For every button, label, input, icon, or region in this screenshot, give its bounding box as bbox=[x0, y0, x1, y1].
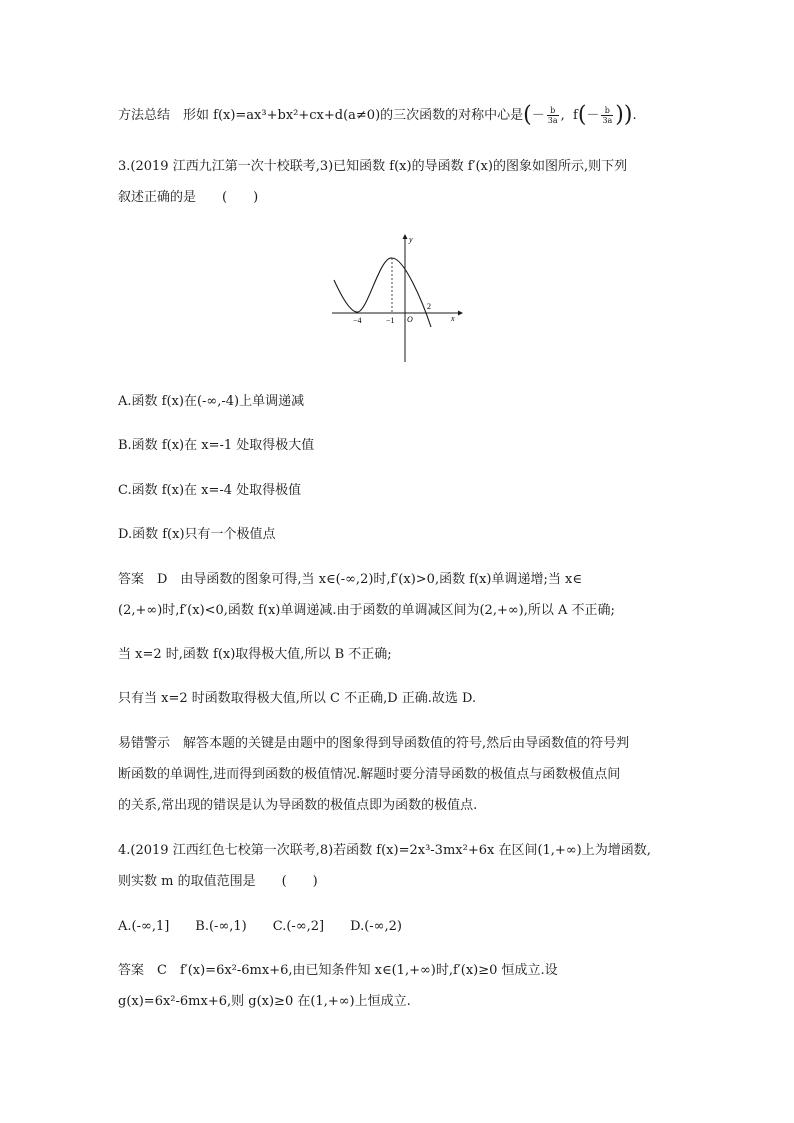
q3-warning-line3: 的关系,常出现的错误是认为导函数的极值点即为函数的极值点. bbox=[118, 798, 478, 813]
q3-answer-line3: 当 x=2 时,函数 f(x)取得极大值,所以 B 不正确; bbox=[118, 647, 392, 662]
neg-sign-1: － bbox=[531, 108, 545, 123]
q4-stem-line2: 则实数 m 的取值范围是 ( ) bbox=[118, 874, 318, 889]
q3-stem-line2: 叙述正确的是 ( ) bbox=[118, 190, 259, 205]
q4-options: A.(-∞,1] B.(-∞,1) C.(-∞,2] D.(-∞,2) bbox=[118, 919, 402, 934]
fraction-2-den: 3a bbox=[602, 116, 613, 125]
q3-warning-line1: 易错警示 解答本题的关键是由题中的图象得到导函数值的符号,然后由导函数值的符号判 bbox=[118, 736, 630, 751]
q3-warning-line2: 断函数的单调性,进而得到函数的极值情况.解题时要分清导函数的极值点与函数极值点间 bbox=[118, 767, 621, 782]
comma: , bbox=[560, 108, 565, 123]
inner-right-paren: ) bbox=[615, 102, 624, 128]
method-summary bbox=[118, 102, 637, 128]
fraction-1-den: 3a bbox=[547, 116, 558, 125]
fraction-2-num: b bbox=[601, 106, 613, 116]
neg-sign-2: － bbox=[586, 108, 600, 123]
q4-answer-line1: 答案 C f′(x)=6x²-6mx+6,由已知条件知 x∈(1,+∞)时,f′(x)≥0 恒成立.设 bbox=[118, 963, 558, 978]
origin-label: O bbox=[407, 315, 413, 324]
q3-option-c: C.函数 f(x)在 x=-4 处取得极值 bbox=[118, 483, 302, 498]
q4-stem-line1: 4.(2019 江西红色七校第一次联考,8)若函数 f(x)=2x³-3mx²+6x 在区间(1,+∞)上为增函数, bbox=[118, 843, 651, 858]
q3-stem-line1: 3.(2019 江西九江第一次十校联考,3)已知函数 f(x)的导函数 f′(x)的图象如图所示,则下列 bbox=[118, 159, 628, 174]
fraction-2 bbox=[601, 106, 613, 125]
q3-answer-line1: 答案 D 由导函数的图象可得,当 x∈(-∞,2)时,f′(x)>0,函数 f(x)单调递增;当 x∈ bbox=[118, 572, 582, 587]
q3-answer-line2: (2,+∞)时,f′(x)<0,函数 f(x)单调递减.由于函数的单调减区间为(2,+∞),所以 A 不正确; bbox=[118, 603, 615, 618]
y-label: y bbox=[409, 235, 413, 244]
tick-label-2: 2 bbox=[427, 302, 431, 311]
tick-label-neg1: −1 bbox=[386, 316, 395, 325]
period: . bbox=[632, 108, 637, 123]
derivative-curve bbox=[334, 258, 431, 327]
x-axis-arrow bbox=[458, 311, 463, 316]
q3-option-d: D.函数 f(x)只有一个极值点 bbox=[118, 527, 276, 542]
function-f: f bbox=[573, 108, 578, 123]
method-summary-text: 方法总结 形如 f(x)=ax³+bx²+cx+d(a≠0)的三次函数的对称中心是 bbox=[118, 108, 524, 123]
fraction-1 bbox=[547, 106, 559, 125]
tick-label-neg4: −4 bbox=[353, 316, 362, 325]
right-paren: ) bbox=[623, 102, 633, 128]
q3-option-a: A.函数 f(x)在(-∞,-4)上单调递减 bbox=[118, 394, 305, 409]
q3-option-b: B.函数 f(x)在 x=-1 处取得极大值 bbox=[118, 438, 315, 453]
x-label: x bbox=[451, 314, 455, 323]
fraction-1-num: b bbox=[547, 106, 559, 116]
y-axis-arrow bbox=[403, 234, 408, 239]
inner-left-paren: ( bbox=[577, 102, 587, 128]
q3-answer-line4: 只有当 x=2 时函数取得极大值,所以 C 不正确,D 正确.故选 D. bbox=[118, 691, 477, 706]
left-paren: ( bbox=[523, 102, 532, 128]
derivative-graph bbox=[330, 230, 465, 365]
q4-answer-line2: g(x)=6x²-6mx+6,则 g(x)≥0 在(1,+∞)上恒成立. bbox=[118, 994, 411, 1009]
